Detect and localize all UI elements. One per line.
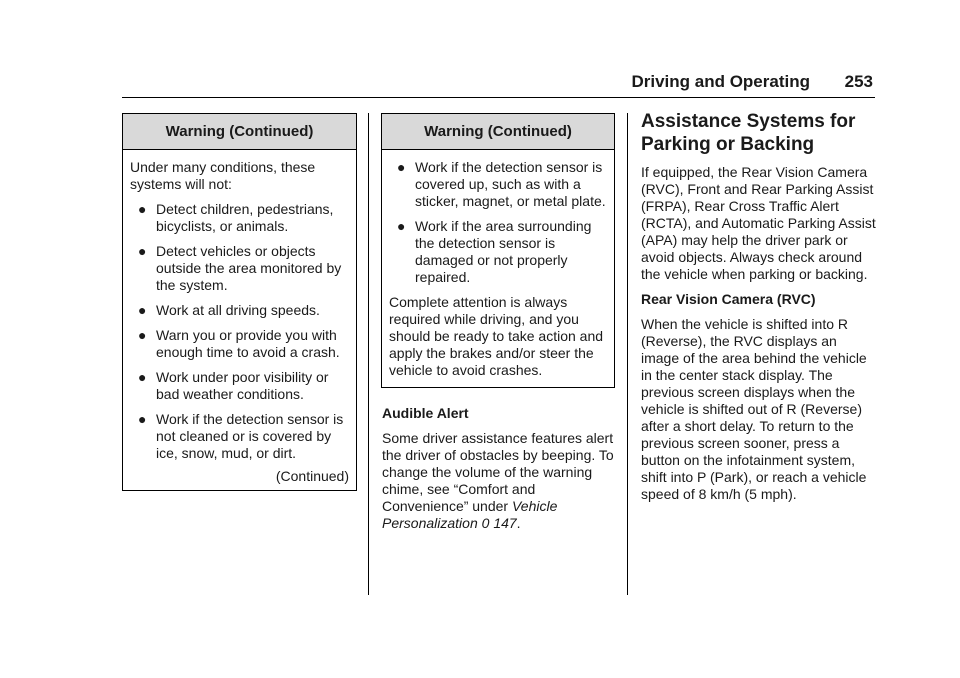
bullet-item: ● Detect vehicles or objects outside the area monitored by the system.	[138, 243, 342, 293]
bullet-item: ● Work if the detection sensor is not cleaned or is covered by ice, snow, mud, or dirt.	[138, 411, 344, 461]
bullet-item: ● Work under poor visibility or bad weather conditions.	[138, 369, 329, 402]
bullet-item: ● Detect children, pedestrians, bicyclists, or animals.	[138, 201, 334, 234]
bullet-item: ● Work if the detection sensor is covered up, such as with a sticker, magnet, or metal plate.	[397, 159, 606, 209]
warning-bullet-list	[389, 159, 607, 286]
page-number: 253	[844, 72, 873, 91]
vehicle-personalization-link[interactable]: Vehicle Personalization	[382, 498, 558, 531]
bullet-item: ● Warn you or provide you with enough time to avoid a crash.	[138, 327, 340, 360]
warning-bullet-list	[130, 201, 349, 462]
continued-label: (Continued)	[275, 468, 349, 484]
middle-warning-box	[381, 113, 615, 388]
audible-alert-heading: Audible Alert	[382, 405, 469, 421]
bullet-dot: ●	[397, 218, 406, 234]
warning-title: Warning (Continued)	[382, 114, 614, 150]
page-ref-number[interactable]: 147	[493, 515, 517, 531]
rvc-paragraph: When the vehicle is shifted into R (Reverse), the RVC displays an image of the area behind the vehicle in the center stack display. The previous screen displays when the vehicle is shifted out of R (Reverse) after a short delay. To return to the previous screen sooner, press a button on the infotainment system, shift into P (Park), or reach a vehicle speed of 8 km/h (5 mph).	[641, 316, 867, 502]
audible-alert-text: Some driver assistance features alert the driver of obstacles by beeping. To change the volume of the warning chime, see “Comfort and Convenience” under Vehicle Personalization 0 147.	[382, 430, 614, 531]
bullet-dot: ●	[138, 411, 147, 427]
section-heading: Assistance Systems for Parking or Backing	[641, 111, 856, 155]
column-divider-right	[627, 113, 628, 595]
bullet-dot: ●	[138, 201, 147, 217]
bullet-dot: ●	[138, 243, 147, 259]
rvc-heading: Rear Vision Camera (RVC)	[641, 291, 816, 307]
column-divider-left	[368, 113, 369, 595]
bullet-dot: ●	[397, 159, 406, 175]
bullet-item: ● Work if the area surrounding the detection sensor is damaged or not properly repaired.	[397, 218, 592, 285]
bullet-item: ● Work at all driving speeds.	[138, 302, 320, 318]
intro-paragraph: If equipped, the Rear Vision Camera (RVC), Front and Rear Parking Assist (FRPA), Rear Cross Traffic Alert (RCTA), and Automatic Parking Assist (APA) may help the driver park or avoid objects. Always check around the vehicle when parking or backing.	[641, 164, 876, 282]
section-title: Driving and Operating	[631, 72, 810, 91]
header-rule	[122, 97, 875, 98]
page-ref-icon: 0	[481, 515, 490, 531]
bullet-dot: ●	[138, 302, 147, 318]
warning-title: Warning (Continued)	[123, 114, 356, 150]
page-header	[0, 72, 960, 98]
bullet-dot: ●	[138, 369, 147, 385]
right-column	[641, 110, 877, 511]
warning-closing: Complete attention is always required while driving, and you should be ready to take action and apply the brakes and/or steer the vehicle to avoid crashes.	[389, 294, 604, 378]
bullet-dot: ●	[138, 327, 147, 343]
left-warning-box	[122, 113, 357, 491]
warning-intro: Under many conditions, these systems will not:	[130, 159, 316, 192]
audible-alert-section	[382, 405, 614, 540]
